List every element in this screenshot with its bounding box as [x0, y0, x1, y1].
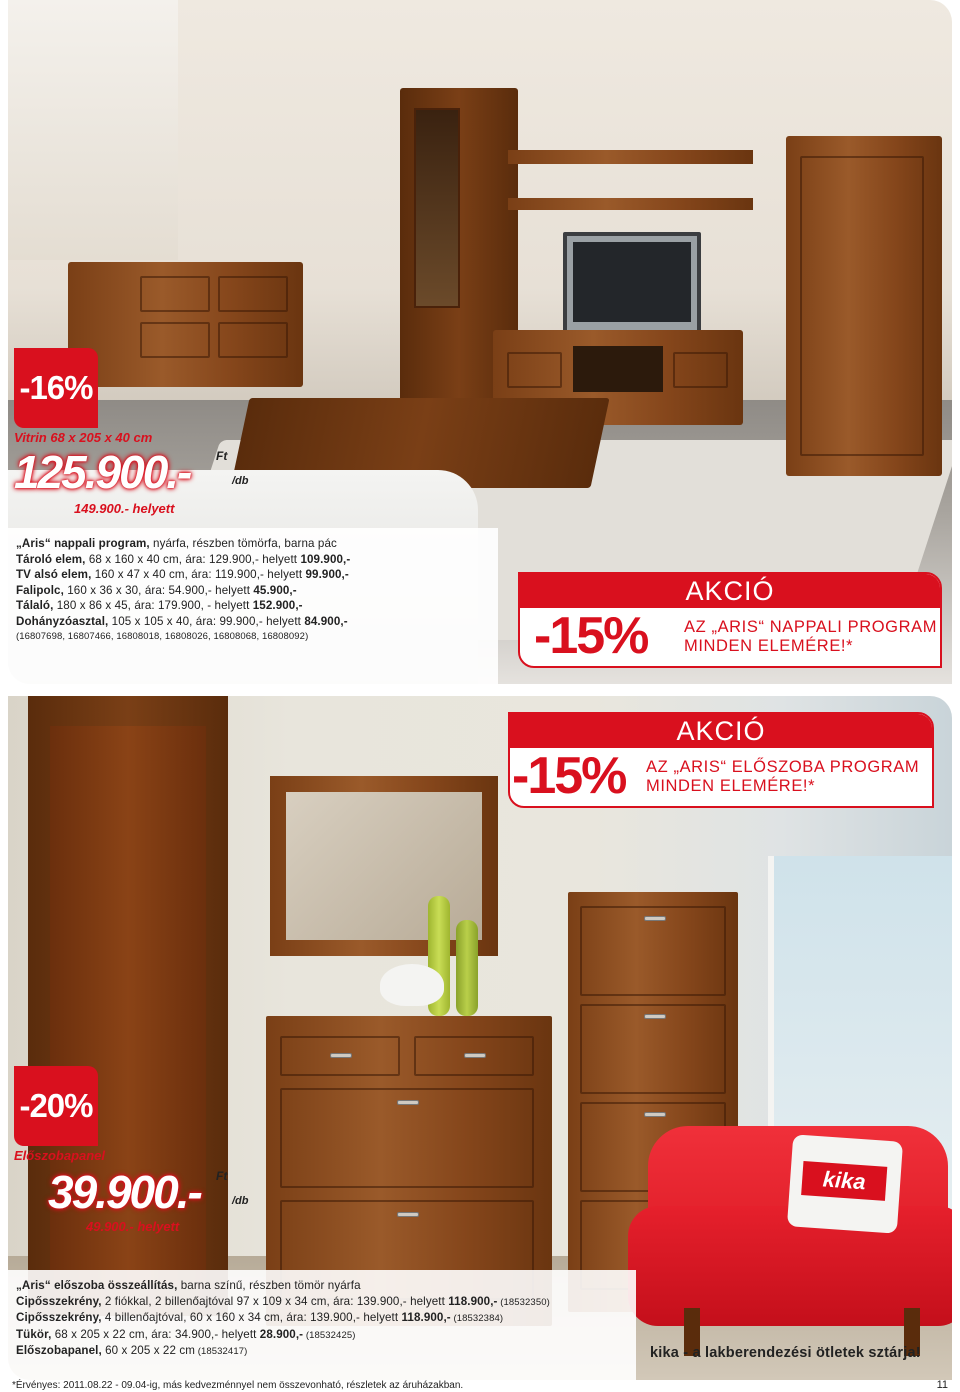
hall-price-block: [14, 1148, 274, 1234]
hall-line-2: Cipősszekrény, 4 billenőajtóval, 60 x 160 x 34 cm, ára: 139.900,- helyett 118.900,- (18532384): [16, 1311, 504, 1324]
living-line-1: Tároló elem, 68 x 160 x 40 cm, ára: 129.900,- helyett 109.900,-: [16, 552, 351, 566]
discount-badge-hall: -20%: [14, 1066, 98, 1146]
akcio-living-line1: AZ „ARIS“ NAPPALI PROGRAM: [684, 618, 938, 636]
akcio-living-line2: MINDEN ELEMÉRE!*: [684, 637, 854, 655]
vitrin-unit: /db: [232, 475, 249, 487]
living-line-3: Falipolc, 160 x 36 x 30, ára: 54.900,- helyett 45.900,-: [16, 583, 297, 597]
eloszobapanel-price: 39.900.-: [48, 1166, 201, 1218]
living-line-5: Dohányzóasztal, 105 x 105 x 40, ára: 99.900,- helyett 84.900,-: [16, 614, 348, 628]
living-codes: (16807698, 16807466, 16808018, 16808026, 16808068, 16808092): [16, 631, 309, 642]
vase-green-2: [456, 920, 478, 1016]
akcio-hall-title: AKCIÓ: [510, 714, 932, 748]
kika-logo: kika: [801, 1161, 887, 1201]
living-line-4: Tálaló, 180 x 86 x 45, ára: 179.900, - helyett 152.900,-: [16, 599, 303, 612]
living-description-box: [8, 528, 498, 684]
eloszobapanel-unit: /db: [232, 1195, 249, 1207]
hall-line-4: Előszobapanel, 60 x 205 x 22 cm (18532417): [16, 1344, 248, 1357]
hall-description-box: [8, 1270, 636, 1380]
living-line-0: „Aris“ nappali program, nyárfa, részben tömörfa, barna pác: [16, 537, 337, 550]
akcio-living-percent: -15%: [534, 607, 648, 665]
wardrobe: [786, 136, 942, 476]
eloszobapanel-label: Előszobapanel: [14, 1148, 106, 1163]
living-price-block: [14, 430, 274, 516]
footer-note: *Érvényes: 2011.08.22 - 09.04-ig, más kedvezménnyel nem összevonható, részletek az áruházakban.: [12, 1380, 464, 1391]
vitrin-currency: Ft: [216, 449, 228, 463]
akcio-hall-line2: MINDEN ELEMÉRE!*: [646, 777, 816, 795]
akcio-living-title: AKCIÓ: [520, 574, 940, 608]
hall-line-1: Cipősszekrény, 2 fiókkal, 2 billenőajtóval 97 x 109 x 34 cm, ára: 139.900,- helyett 118.900,- (18532350): [16, 1294, 550, 1308]
akcio-hall-panel: [508, 712, 934, 808]
living-line-2: TV alsó elem, 160 x 47 x 40 cm, ára: 119.900,- helyett 99.900,-: [16, 568, 349, 581]
window-area: [8, 0, 178, 260]
vitrin-price: 125.900.-: [14, 446, 191, 498]
akcio-hall-percent: -15%: [512, 747, 626, 805]
tv-screen: [563, 232, 701, 334]
bowl-white: [380, 964, 444, 1006]
page-number: 11: [936, 1379, 948, 1391]
discount-badge-living: -16%: [14, 348, 98, 428]
akcio-living-panel: [518, 572, 942, 668]
eloszobapanel-old-price: 49.900.- helyett: [86, 1219, 180, 1234]
vitrin-label: Vitrin 68 x 205 x 40 cm: [14, 430, 153, 445]
living-description: [16, 536, 350, 645]
akcio-hall-line1: AZ „ARIS“ ELŐSZOBA PROGRAM: [646, 758, 920, 776]
kika-slogan: kika - a lakberendezési ötletek sztárja!: [650, 1345, 921, 1361]
vitrin-old-price: 149.900.- helyett: [74, 501, 175, 516]
eloszobapanel-currency: Ft: [216, 1169, 228, 1183]
kika-cushion: [787, 1134, 903, 1233]
sideboard: [68, 262, 303, 387]
hall-line-3: Tükör, 68 x 205 x 22 cm, ára: 34.900,- helyett 28.900,- (18532425): [16, 1327, 356, 1341]
hall-line-0: „Aris“ előszoba összeállítás, barna színű, részben tömör nyárfa: [16, 1279, 361, 1292]
wall-shelf: [508, 150, 753, 164]
hall-description: [16, 1278, 550, 1360]
wall-shelf-lower: [508, 198, 753, 210]
